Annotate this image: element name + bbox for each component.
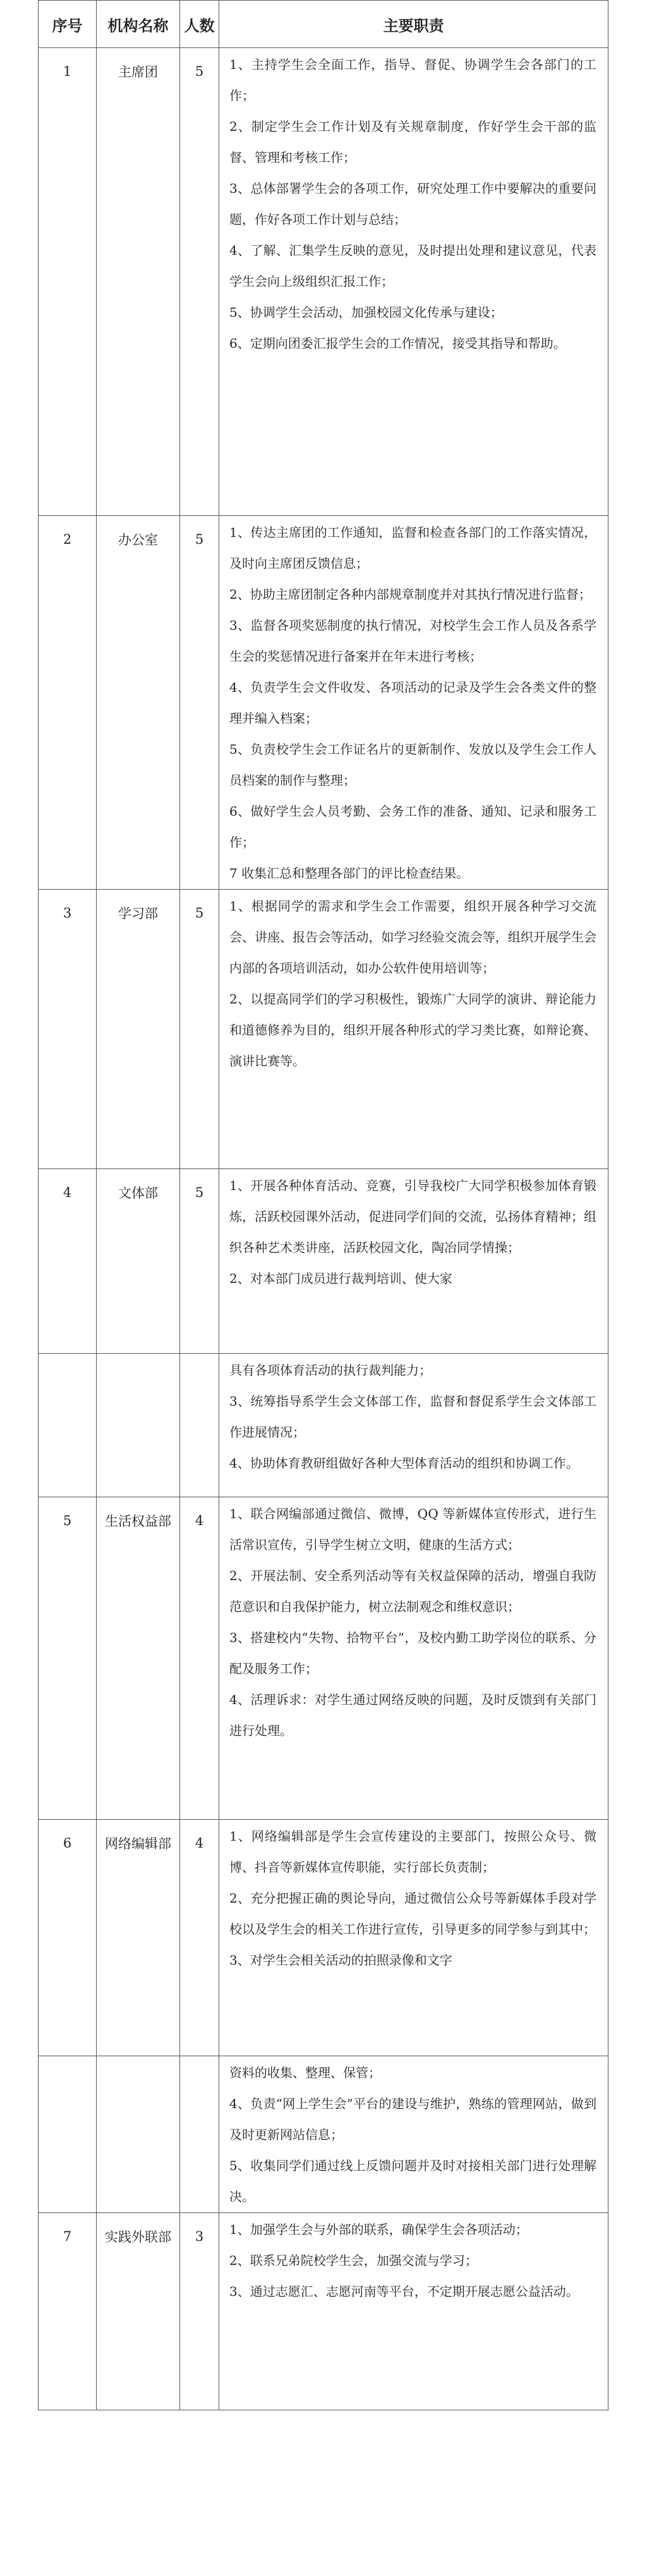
- duty-item: 3、监督各项奖惩制度的执行情况，对校学生会工作人员及各系学生会的奖惩情况进行备案并在年末进行考核；: [229, 618, 596, 664]
- duty-item: 6、定期向团委汇报学生会的工作情况，接受其指导和帮助。: [229, 336, 566, 351]
- duty-item: 1、根据同学的需求和学生会工作需要，组织开展各种学习交流会、讲座、报告会等活动，如学习经验交流会等，组织开展学生会内部的各项培训活动，如办公软件使用培训等；: [229, 899, 596, 976]
- row-seq: 1: [39, 48, 97, 516]
- row-duties: [219, 1497, 608, 1820]
- row-count: 4: [180, 1820, 219, 2056]
- duty-item: 4、协助体育教研组做好各种大型体育活动的组织和协调工作。: [229, 1456, 579, 1471]
- row-seq: [39, 2056, 97, 2213]
- duty-item: 3、搭建校内“失物、拾物平台”，及校内勤工助学岗位的联系、分配及服务工作；: [229, 1630, 596, 1676]
- header-count: 人数: [180, 1, 219, 48]
- row-duties: [219, 1169, 608, 1354]
- duty-item: 3、对学生会相关活动的拍照录像和文字: [229, 1953, 452, 1968]
- duty-item: 4、活理诉求：对学生通过网络反映的问题，及时反馈到有关部门进行处理。: [229, 1692, 596, 1738]
- duty-item: 4、负责“网上学生会”平台的建设与维护，熟练的管理网站，做到及时更新网站信息；: [229, 2096, 596, 2142]
- row-duties: [219, 1354, 608, 1497]
- row-count: 5: [180, 48, 219, 516]
- row-count: 3: [180, 2213, 219, 2410]
- header-seq: 序号: [39, 1, 97, 48]
- row-org-name: 办公室: [97, 516, 180, 890]
- table-row: [39, 1169, 608, 1354]
- table-row: [39, 1497, 608, 1820]
- table-body: [39, 48, 608, 2410]
- duty-item: 2、联系兄弟院校学生会，加强交流与学习；: [229, 2253, 478, 2268]
- duty-item: 1、联合网编部通过微信、微博，QQ 等新媒体宣传形式，进行生活常识宣传，引导学生树立文明，健康的生活方式；: [229, 1506, 596, 1552]
- duty-item: 2、协助主席团制定各种内部规章制度并对其执行情况进行监督；: [229, 587, 591, 602]
- row-org-name: 网络编辑部: [97, 1820, 180, 2056]
- duty-item: 2、开展法制、安全系列活动等有关权益保障的活动，增强自我防范意识和自我保护能力，树立法制观念和维权意识；: [229, 1568, 596, 1614]
- row-duties: [219, 890, 608, 1169]
- row-count: 5: [180, 890, 219, 1169]
- row-org-name: 生活权益部: [97, 1497, 180, 1820]
- row-seq: 3: [39, 890, 97, 1169]
- duty-item: 2、以提高同学们的学习积极性，锻炼广大同学的演讲、辩论能力和道德修养为目的，组织开展各种形式的学习类比赛，如辩论赛、演讲比赛等。: [229, 991, 596, 1069]
- duty-item: 2、充分把握正确的舆论导向，通过微信公众号等新媒体手段对学校以及学生会的相关工作进行宣传，引导更多的同学参与到其中；: [229, 1891, 596, 1937]
- row-org-name: 文体部: [97, 1169, 180, 1354]
- row-seq: 5: [39, 1497, 97, 1820]
- row-org-name: 主席团: [97, 48, 180, 516]
- row-seq: 7: [39, 2213, 97, 2410]
- duty-item: 资料的收集、整理、保管；: [229, 2065, 381, 2080]
- row-duties: [219, 1820, 608, 2056]
- row-org-name: 学习部: [97, 890, 180, 1169]
- duty-item: 4、了解、汇集学生反映的意见，及时提出处理和建议意见，代表学生会向上级组织汇报工作；: [229, 243, 596, 289]
- row-seq: 2: [39, 516, 97, 890]
- row-duties: [219, 2213, 608, 2410]
- row-count: 4: [180, 1497, 219, 1820]
- row-org-name: [97, 2056, 180, 2213]
- duty-item: 具有各项体育活动的执行裁判能力；: [229, 1363, 432, 1378]
- table-row: [39, 2213, 608, 2410]
- header-org-name: 机构名称: [97, 1, 180, 48]
- row-duties: [219, 2056, 608, 2213]
- duty-item: 1、开展各种体育活动、竞赛，引导我校广大同学积极参加体育锻炼，活跃校园课外活动，促进同学们间的交流，弘扬体育精神；组织各种艺术类讲座，活跃校园文化，陶冶同学情操；: [229, 1178, 596, 1255]
- row-seq: [39, 1354, 97, 1497]
- table-row: [39, 1820, 608, 2056]
- organization-duty-table: [38, 0, 608, 2410]
- duty-item: 1、加强学生会与外部的联系，确保学生会各项活动；: [229, 2222, 528, 2237]
- duty-item: 5、协调学生会活动，加强校园文化传承与建设；: [229, 305, 503, 320]
- duty-item: 2、制定学生会工作计划及有关规章制度，作好学生会干部的监督、管理和考核工作；: [229, 119, 596, 165]
- duty-item: 4、负责学生会文件收发、各项活动的记录及学生会各类文件的整理并编入档案；: [229, 680, 596, 726]
- table-row: [39, 516, 608, 890]
- duty-item: 2、对本部门成员进行裁判培训、使大家: [229, 1271, 452, 1286]
- duty-item: 1、主持学生会全面工作，指导、督促、协调学生会各部门的工作；: [229, 57, 596, 103]
- table-row: [39, 1354, 608, 1497]
- duty-item: 1、传达主席团的工作通知，监督和检查各部门的工作落实情况，及时向主席团反馈信息；: [229, 525, 596, 571]
- row-count: [180, 2056, 219, 2213]
- duty-item: 3、总体部署学生会的各项工作，研究处理工作中要解决的重要问题，作好各项工作计划与总结；: [229, 181, 596, 227]
- duty-item: 1、网络编辑部是学生会宣传建设的主要部门，按照公众号、微博、抖音等新媒体宣传职能，实行部长负责制；: [229, 1829, 596, 1875]
- row-org-name: 实践外联部: [97, 2213, 180, 2410]
- duty-item: 3、通过志愿汇、志愿河南等平台，不定期开展志愿公益活动。: [229, 2284, 579, 2299]
- duty-item: 6、做好学生会人员考勤、会务工作的准备、通知、记录和服务工作；: [229, 804, 596, 850]
- duty-document: [38, 0, 608, 2576]
- row-count: [180, 1354, 219, 1497]
- duty-item: 7 收集汇总和整理各部门的评比检查结果。: [229, 866, 469, 881]
- row-duties: [219, 48, 608, 516]
- table-row: [39, 48, 608, 516]
- table-row: [39, 890, 608, 1169]
- row-duties: [219, 516, 608, 890]
- row-seq: 6: [39, 1820, 97, 2056]
- duty-item: 5、负责校学生会工作证名片的更新制作、发放以及学生会工作人员档案的制作与整理；: [229, 742, 596, 788]
- row-count: 5: [180, 516, 219, 890]
- duty-item: 5、收集同学们通过线上反馈问题并及时对接相关部门进行处理解决。: [229, 2158, 596, 2204]
- table-header-row: [39, 1, 608, 48]
- header-duty: 主要职责: [219, 1, 608, 48]
- duty-item: 3、统筹指导系学生会文体部工作，监督和督促系学生会文体部工作进展情况；: [229, 1394, 596, 1440]
- row-seq: 4: [39, 1169, 97, 1354]
- row-org-name: [97, 1354, 180, 1497]
- table-row: [39, 2056, 608, 2213]
- row-count: 5: [180, 1169, 219, 1354]
